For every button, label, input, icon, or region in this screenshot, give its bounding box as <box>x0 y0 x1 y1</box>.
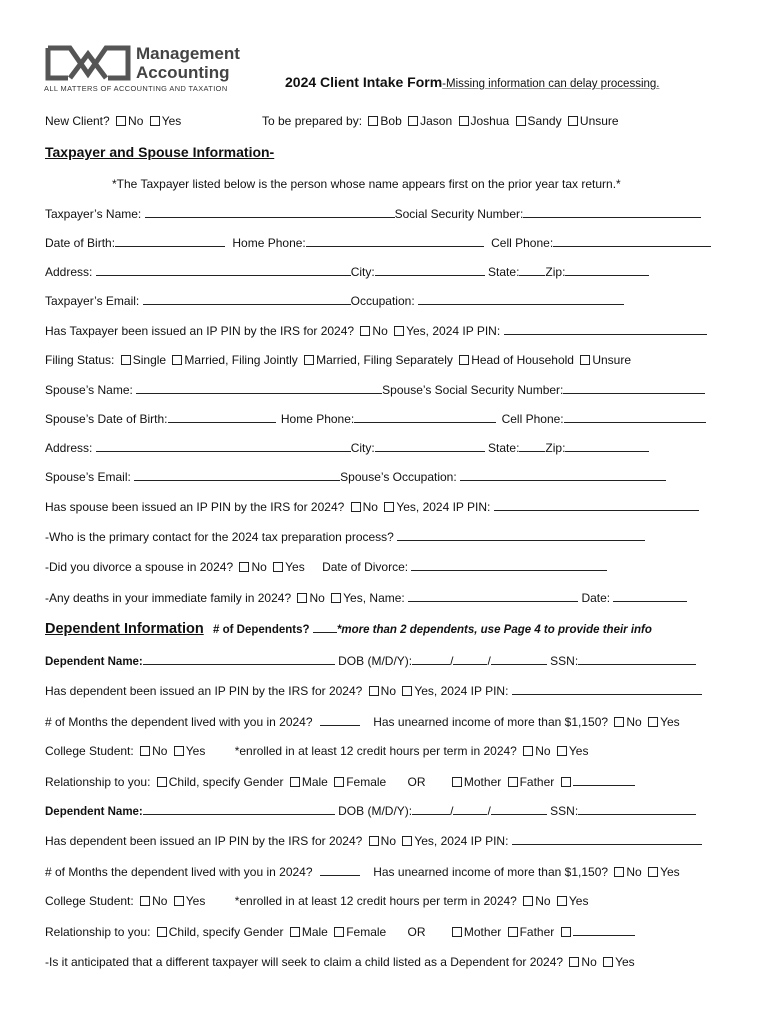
dependent-2-unearned-no-label: No <box>626 865 642 879</box>
dependent-1-ssn-field[interactable] <box>578 653 696 665</box>
deaths-date-field[interactable] <box>613 590 687 602</box>
dependent-2-relationship-row <box>45 924 635 939</box>
spouse-dob-field[interactable] <box>168 411 276 423</box>
taxpayer-cell-phone-field[interactable] <box>553 235 711 247</box>
preparer-unsure-label: Unsure <box>579 114 619 128</box>
divorce-yes-label: Yes <box>285 560 305 574</box>
dependent-2-unearned-yes-label: Yes <box>660 865 680 879</box>
spouse-address-field[interactable] <box>96 440 351 452</box>
logo-mark-icon <box>44 44 132 82</box>
preparer-jason-label: Jason <box>420 114 453 128</box>
dependent-1-ip-row <box>45 683 702 698</box>
dependent-1-child-checkbox[interactable] <box>157 777 167 787</box>
taxpayer-home-phone-label: Home Phone: <box>232 236 306 250</box>
spouse-ip-yes-label: Yes, 2024 IP PIN: <box>396 500 491 514</box>
dependent-1-dob-day-field[interactable] <box>453 653 487 665</box>
dependent-2-ip-no-checkbox[interactable] <box>369 836 379 846</box>
taxpayer-home-phone-field[interactable] <box>306 235 484 247</box>
deaths-no-label: No <box>309 591 325 605</box>
spouse-address-row <box>45 440 649 455</box>
spouse-state-field[interactable] <box>519 440 545 452</box>
dependent-1-female-checkbox[interactable] <box>334 777 344 787</box>
spouse-ip-pin-row <box>45 499 699 514</box>
dependent-heading-row <box>45 621 652 637</box>
dependent-2-dob-label: DOB (M/D/Y): <box>338 804 413 818</box>
filing-single-checkbox[interactable] <box>121 355 131 365</box>
dependent-2-unearned-question: Has unearned income of more than $1,150? <box>373 865 609 879</box>
claim-yes-checkbox[interactable] <box>603 957 613 967</box>
preparer-sandy-label: Sandy <box>527 114 562 128</box>
dependent-1-ip-yes-label: Yes, 2024 IP PIN: <box>414 684 509 698</box>
taxpayer-ssn-field[interactable] <box>523 206 701 218</box>
spouse-cell-phone-field[interactable] <box>564 411 706 423</box>
spouse-email-label: Spouse’s Email: <box>45 470 131 484</box>
taxpayer-state-field[interactable] <box>519 264 545 276</box>
dependent-2-female-checkbox[interactable] <box>334 927 344 937</box>
dependent-2-name-field[interactable] <box>143 803 335 815</box>
taxpayer-name-field[interactable] <box>145 206 395 218</box>
dependent-2-name-row: Dependent Name: DOB (M/D/Y): / / SSN: <box>45 803 696 819</box>
preparer-joshua-checkbox[interactable] <box>459 116 469 126</box>
dependent-section-heading: Dependent Information <box>45 621 204 637</box>
dependent-1-mother-label: Mother <box>463 775 502 789</box>
spouse-cell-phone-label: Cell Phone: <box>501 412 564 426</box>
dependent-1-college-row <box>45 744 588 758</box>
taxpayer-dob-row <box>45 235 711 250</box>
dependent-1-enrolled-no-checkbox[interactable] <box>523 746 533 756</box>
dependent-2-unearned-no-checkbox[interactable] <box>614 867 624 877</box>
spouse-dob-row <box>45 411 706 426</box>
dependent-1-enrolled-no-label: No <box>535 744 551 758</box>
dependent-1-dob-year-field[interactable] <box>491 653 547 665</box>
spouse-ip-no-checkbox[interactable] <box>351 502 361 512</box>
dependent-1-college-no-label: No <box>152 744 168 758</box>
dependent-1-ip-no-label: No <box>380 684 397 698</box>
more-dependents-note: *more than 2 dependents, use Page 4 to provide their info <box>336 624 652 636</box>
claim-no-label: No <box>581 955 597 969</box>
filing-status-label: Filing Status: <box>45 353 115 367</box>
taxpayer-address-label: Address: <box>45 265 93 279</box>
spouse-ip-no-label: No <box>362 500 378 514</box>
preparer-unsure-checkbox[interactable] <box>568 116 578 126</box>
spouse-occupation-label: Spouse’s Occupation: <box>340 470 457 484</box>
deaths-row <box>45 590 687 605</box>
primary-contact-field[interactable] <box>397 529 645 541</box>
taxpayer-occupation-label: Occupation: <box>350 294 415 308</box>
spouse-state-label: State: <box>488 441 520 455</box>
preparer-sandy-checkbox[interactable] <box>516 116 526 126</box>
dependent-1-father-checkbox[interactable] <box>508 777 518 787</box>
spouse-zip-label: Zip: <box>545 441 566 455</box>
dependent-2-enrolled-question: *enrolled in at least 12 credit hours per term in 2024? <box>234 894 517 908</box>
dependent-1-name-label: Dependent Name: <box>45 656 143 668</box>
filing-separate-checkbox[interactable] <box>304 355 314 365</box>
divorce-no-checkbox[interactable] <box>239 562 249 572</box>
dependent-1-months-field[interactable] <box>320 714 360 726</box>
spouse-home-phone-field[interactable] <box>354 411 496 423</box>
dependent-1-male-label: Male <box>301 775 328 789</box>
dependent-2-college-no-checkbox[interactable] <box>140 896 150 906</box>
taxpayer-dob-field[interactable] <box>115 235 225 247</box>
claim-yes-label: Yes <box>615 955 635 969</box>
new-client-no-label: No <box>128 114 144 128</box>
claim-question: -Is it anticipated that a different taxpayer will seek to claim a child listed as a Dependent for 2024? <box>45 955 564 969</box>
prepared-by-label: To be prepared by: <box>262 114 363 128</box>
filing-separate-label: Married, Filing Separately <box>316 353 453 367</box>
preparer-jason-checkbox[interactable] <box>408 116 418 126</box>
dependent-2-father-checkbox[interactable] <box>508 927 518 937</box>
spouse-city-field[interactable] <box>375 440 485 452</box>
dependent-2-months-question: # of Months the dependent lived with you in 2024? <box>45 865 313 879</box>
taxpayer-state-label: State: <box>488 265 520 279</box>
filing-single-label: Single <box>132 353 167 367</box>
deaths-date-label: Date: <box>581 591 611 605</box>
spouse-ip-yes-checkbox[interactable] <box>384 502 394 512</box>
preparer-bob-checkbox[interactable] <box>368 116 378 126</box>
dependent-1-relationship-row <box>45 774 635 789</box>
claim-no-checkbox[interactable] <box>569 957 579 967</box>
dependent-2-college-yes-checkbox[interactable] <box>174 896 184 906</box>
taxpayer-occupation-field[interactable] <box>418 293 624 305</box>
dependent-1-dob-label: DOB (M/D/Y): <box>338 654 413 668</box>
dependent-1-father-label: Father <box>519 775 555 789</box>
dependent-1-unearned-no-label: No <box>626 715 642 729</box>
taxpayer-city-field[interactable] <box>375 264 485 276</box>
deaths-yes-label: Yes, Name: <box>343 591 405 605</box>
logo-name: Management Accounting <box>136 44 240 82</box>
dependent-2-months-field[interactable] <box>320 864 360 876</box>
dependent-1-ip-question: Has dependent been issued an IP PIN by the IRS for 2024? <box>45 684 363 698</box>
dependent-1-unearned-no-checkbox[interactable] <box>614 717 624 727</box>
dependent-2-college-yes-label: Yes <box>185 894 206 908</box>
new-client-yes-checkbox[interactable] <box>150 116 160 126</box>
dependent-2-or-label: OR <box>407 925 426 939</box>
dependent-1-ip-yes-checkbox[interactable] <box>402 686 412 696</box>
taxpayer-zip-label: Zip: <box>545 265 566 279</box>
dependent-2-ip-row <box>45 833 702 848</box>
taxpayer-city-label: City: <box>350 265 375 279</box>
dependent-2-ssn-label: SSN: <box>550 804 579 818</box>
new-client-row <box>45 114 181 128</box>
new-client-label: New Client? <box>45 114 110 128</box>
dependent-1-ip-no-checkbox[interactable] <box>369 686 379 696</box>
primary-contact-row <box>45 529 645 544</box>
filing-joint-label: Married, Filing Jointly <box>184 353 298 367</box>
dependent-1-enrolled-question: *enrolled in at least 12 credit hours per term in 2024? <box>234 744 517 758</box>
taxpayer-ip-pin-question: Has Taxpayer been issued an IP PIN by the IRS for 2024? <box>45 324 355 338</box>
dependent-1-college-yes-checkbox[interactable] <box>174 746 184 756</box>
divorce-row <box>45 559 607 574</box>
dependent-1-male-checkbox[interactable] <box>290 777 300 787</box>
dependent-2-ip-no-label: No <box>380 834 397 848</box>
taxpayer-ip-pin-field[interactable] <box>504 323 707 335</box>
deaths-no-checkbox[interactable] <box>297 593 307 603</box>
preparer-joshua-label: Joshua <box>470 114 510 128</box>
dependent-1-college-label: College Student: <box>45 744 134 758</box>
dependent-2-enrolled-yes-label: Yes <box>568 894 589 908</box>
deaths-question: -Any deaths in your immediate family in 2024? <box>45 591 292 605</box>
dependent-1-dob-month-field[interactable] <box>412 653 450 665</box>
spouse-city-label: City: <box>350 441 375 455</box>
dependent-2-enrolled-no-checkbox[interactable] <box>523 896 533 906</box>
dependent-2-other-checkbox[interactable] <box>561 927 571 937</box>
taxpayer-ip-no-checkbox[interactable] <box>360 326 370 336</box>
divorce-date-field[interactable] <box>411 559 607 571</box>
spouse-email-field[interactable] <box>134 469 340 481</box>
taxpayer-ssn-label: Social Security Number: <box>394 207 524 221</box>
dependent-2-male-label: Male <box>301 925 328 939</box>
dependent-2-other-field[interactable] <box>573 924 635 936</box>
taxpayer-address-row <box>45 264 649 279</box>
filing-joint-checkbox[interactable] <box>172 355 182 365</box>
divorce-yes-checkbox[interactable] <box>273 562 283 572</box>
dependent-2-unearned-yes-checkbox[interactable] <box>648 867 658 877</box>
taxpayer-ip-yes-label: Yes, 2024 IP PIN: <box>406 324 501 338</box>
taxpayer-name-label: Taxpayer’s Name: <box>45 207 142 221</box>
spouse-ssn-label: Spouse’s Social Security Number: <box>382 383 564 397</box>
deaths-name-field[interactable] <box>408 590 578 602</box>
dependent-1-ip-pin-field[interactable] <box>512 683 702 695</box>
spouse-ip-pin-question: Has spouse been issued an IP PIN by the IRS for 2024? <box>45 500 345 514</box>
logo-tagline: ALL MATTERS OF ACCOUNTING AND TAXATION <box>44 84 228 93</box>
dependent-1-other-checkbox[interactable] <box>561 777 571 787</box>
dependent-2-ip-question: Has dependent been issued an IP PIN by the IRS for 2024? <box>45 834 363 848</box>
dependent-1-months-row <box>45 714 680 729</box>
taxpayer-dob-label: Date of Birth: <box>45 236 116 250</box>
dependent-2-relationship-label: Relationship to you: <box>45 925 151 939</box>
taxpayer-note: *The Taxpayer listed below is the person whose name appears first on the prior year tax return.* <box>112 177 621 191</box>
dependent-1-unearned-yes-label: Yes <box>660 715 680 729</box>
taxpayer-section-heading: Taxpayer and Spouse Information- <box>45 144 275 160</box>
spouse-ip-pin-field[interactable] <box>494 499 699 511</box>
spouse-name-row <box>45 382 705 397</box>
dependent-2-dob-year-field[interactable] <box>491 803 547 815</box>
spouse-ssn-field[interactable] <box>563 382 705 394</box>
taxpayer-zip-field[interactable] <box>565 264 649 276</box>
dependent-1-name-row: Dependent Name: DOB (M/D/Y): / / SSN: <box>45 653 696 669</box>
dependent-2-college-label: College Student: <box>45 894 134 908</box>
dependent-2-ip-yes-checkbox[interactable] <box>402 836 412 846</box>
spouse-address-label: Address: <box>45 441 93 455</box>
deaths-yes-checkbox[interactable] <box>331 593 341 603</box>
claim-row <box>45 955 635 969</box>
taxpayer-cell-phone-label: Cell Phone: <box>491 236 554 250</box>
preparer-bob-label: Bob <box>380 114 402 128</box>
dependent-1-female-label: Female <box>346 775 387 789</box>
dependent-2-college-no-label: No <box>152 894 168 908</box>
dependent-2-mother-label: Mother <box>463 925 502 939</box>
dependent-1-or-label: OR <box>407 775 426 789</box>
dependent-2-ip-yes-label: Yes, 2024 IP PIN: <box>414 834 509 848</box>
dependent-1-enrolled-yes-checkbox[interactable] <box>557 746 567 756</box>
dependent-2-dob-day-field[interactable] <box>453 803 487 815</box>
filing-unsure-label: Unsure <box>592 353 631 367</box>
filing-hoh-label: Head of Household <box>471 353 574 367</box>
spouse-home-phone-label: Home Phone: <box>280 412 355 426</box>
dependent-1-months-question: # of Months the dependent lived with you in 2024? <box>45 715 313 729</box>
spouse-dob-label: Spouse’s Date of Birth: <box>45 412 168 426</box>
divorce-question: -Did you divorce a spouse in 2024? <box>45 560 234 574</box>
prepared-by-row <box>262 114 619 128</box>
taxpayer-email-row <box>45 293 624 308</box>
dependent-2-dob-month-field[interactable] <box>412 803 450 815</box>
dependent-1-child-label: Child, specify Gender <box>168 775 284 789</box>
taxpayer-name-row <box>45 206 701 221</box>
divorce-no-label: No <box>251 560 267 574</box>
dependent-1-mother-checkbox[interactable] <box>452 777 462 787</box>
spouse-occupation-field[interactable] <box>460 469 666 481</box>
spouse-email-row <box>45 469 666 484</box>
dependent-2-female-label: Female <box>346 925 387 939</box>
num-dependents-field[interactable] <box>313 621 337 633</box>
dependent-1-ssn-label: SSN: <box>550 654 579 668</box>
num-dependents-label: # of Dependents? <box>213 624 310 636</box>
dependent-2-ip-pin-field[interactable] <box>512 833 702 845</box>
dependent-1-unearned-question: Has unearned income of more than $1,150? <box>373 715 609 729</box>
dependent-2-name-label: Dependent Name: <box>45 806 143 818</box>
dependent-1-name-field[interactable] <box>143 653 335 665</box>
taxpayer-address-field[interactable] <box>96 264 351 276</box>
taxpayer-ip-pin-row <box>45 323 707 338</box>
dependent-2-father-label: Father <box>519 925 555 939</box>
form-subtitle: -Missing information can delay processing. <box>442 78 660 90</box>
dependent-2-mother-checkbox[interactable] <box>452 927 462 937</box>
dependent-1-college-yes-label: Yes <box>185 744 206 758</box>
dependent-1-enrolled-yes-label: Yes <box>568 744 589 758</box>
divorce-date-label: Date of Divorce: <box>322 560 409 574</box>
taxpayer-email-field[interactable] <box>143 293 351 305</box>
dependent-2-enrolled-yes-checkbox[interactable] <box>557 896 567 906</box>
spouse-zip-field[interactable] <box>565 440 649 452</box>
form-title-text: 2024 Client Intake Form <box>285 74 443 90</box>
dependent-1-college-no-checkbox[interactable] <box>140 746 150 756</box>
filing-unsure-checkbox[interactable] <box>580 355 590 365</box>
taxpayer-ip-yes-checkbox[interactable] <box>394 326 404 336</box>
filing-status-row <box>45 353 631 367</box>
dependent-2-male-checkbox[interactable] <box>290 927 300 937</box>
taxpayer-email-label: Taxpayer’s Email: <box>45 294 140 308</box>
taxpayer-ip-no-label: No <box>372 324 388 338</box>
dependent-1-other-field[interactable] <box>573 774 635 786</box>
filing-hoh-checkbox[interactable] <box>459 355 469 365</box>
dependent-2-college-row <box>45 894 588 908</box>
company-logo <box>44 44 259 96</box>
spouse-name-label: Spouse’s Name: <box>45 383 133 397</box>
dependent-2-enrolled-no-label: No <box>535 894 551 908</box>
dependent-1-relationship-label: Relationship to you: <box>45 775 151 789</box>
dependent-2-child-label: Child, specify Gender <box>168 925 284 939</box>
dependent-2-ssn-field[interactable] <box>578 803 696 815</box>
dependent-2-child-checkbox[interactable] <box>157 927 167 937</box>
dependent-2-months-row <box>45 864 680 879</box>
new-client-yes-label: Yes <box>161 114 182 128</box>
form-title <box>285 74 660 90</box>
spouse-name-field[interactable] <box>136 382 382 394</box>
dependent-1-unearned-yes-checkbox[interactable] <box>648 717 658 727</box>
primary-contact-question: -Who is the primary contact for the 2024 tax preparation process? <box>45 530 394 544</box>
new-client-no-checkbox[interactable] <box>116 116 126 126</box>
